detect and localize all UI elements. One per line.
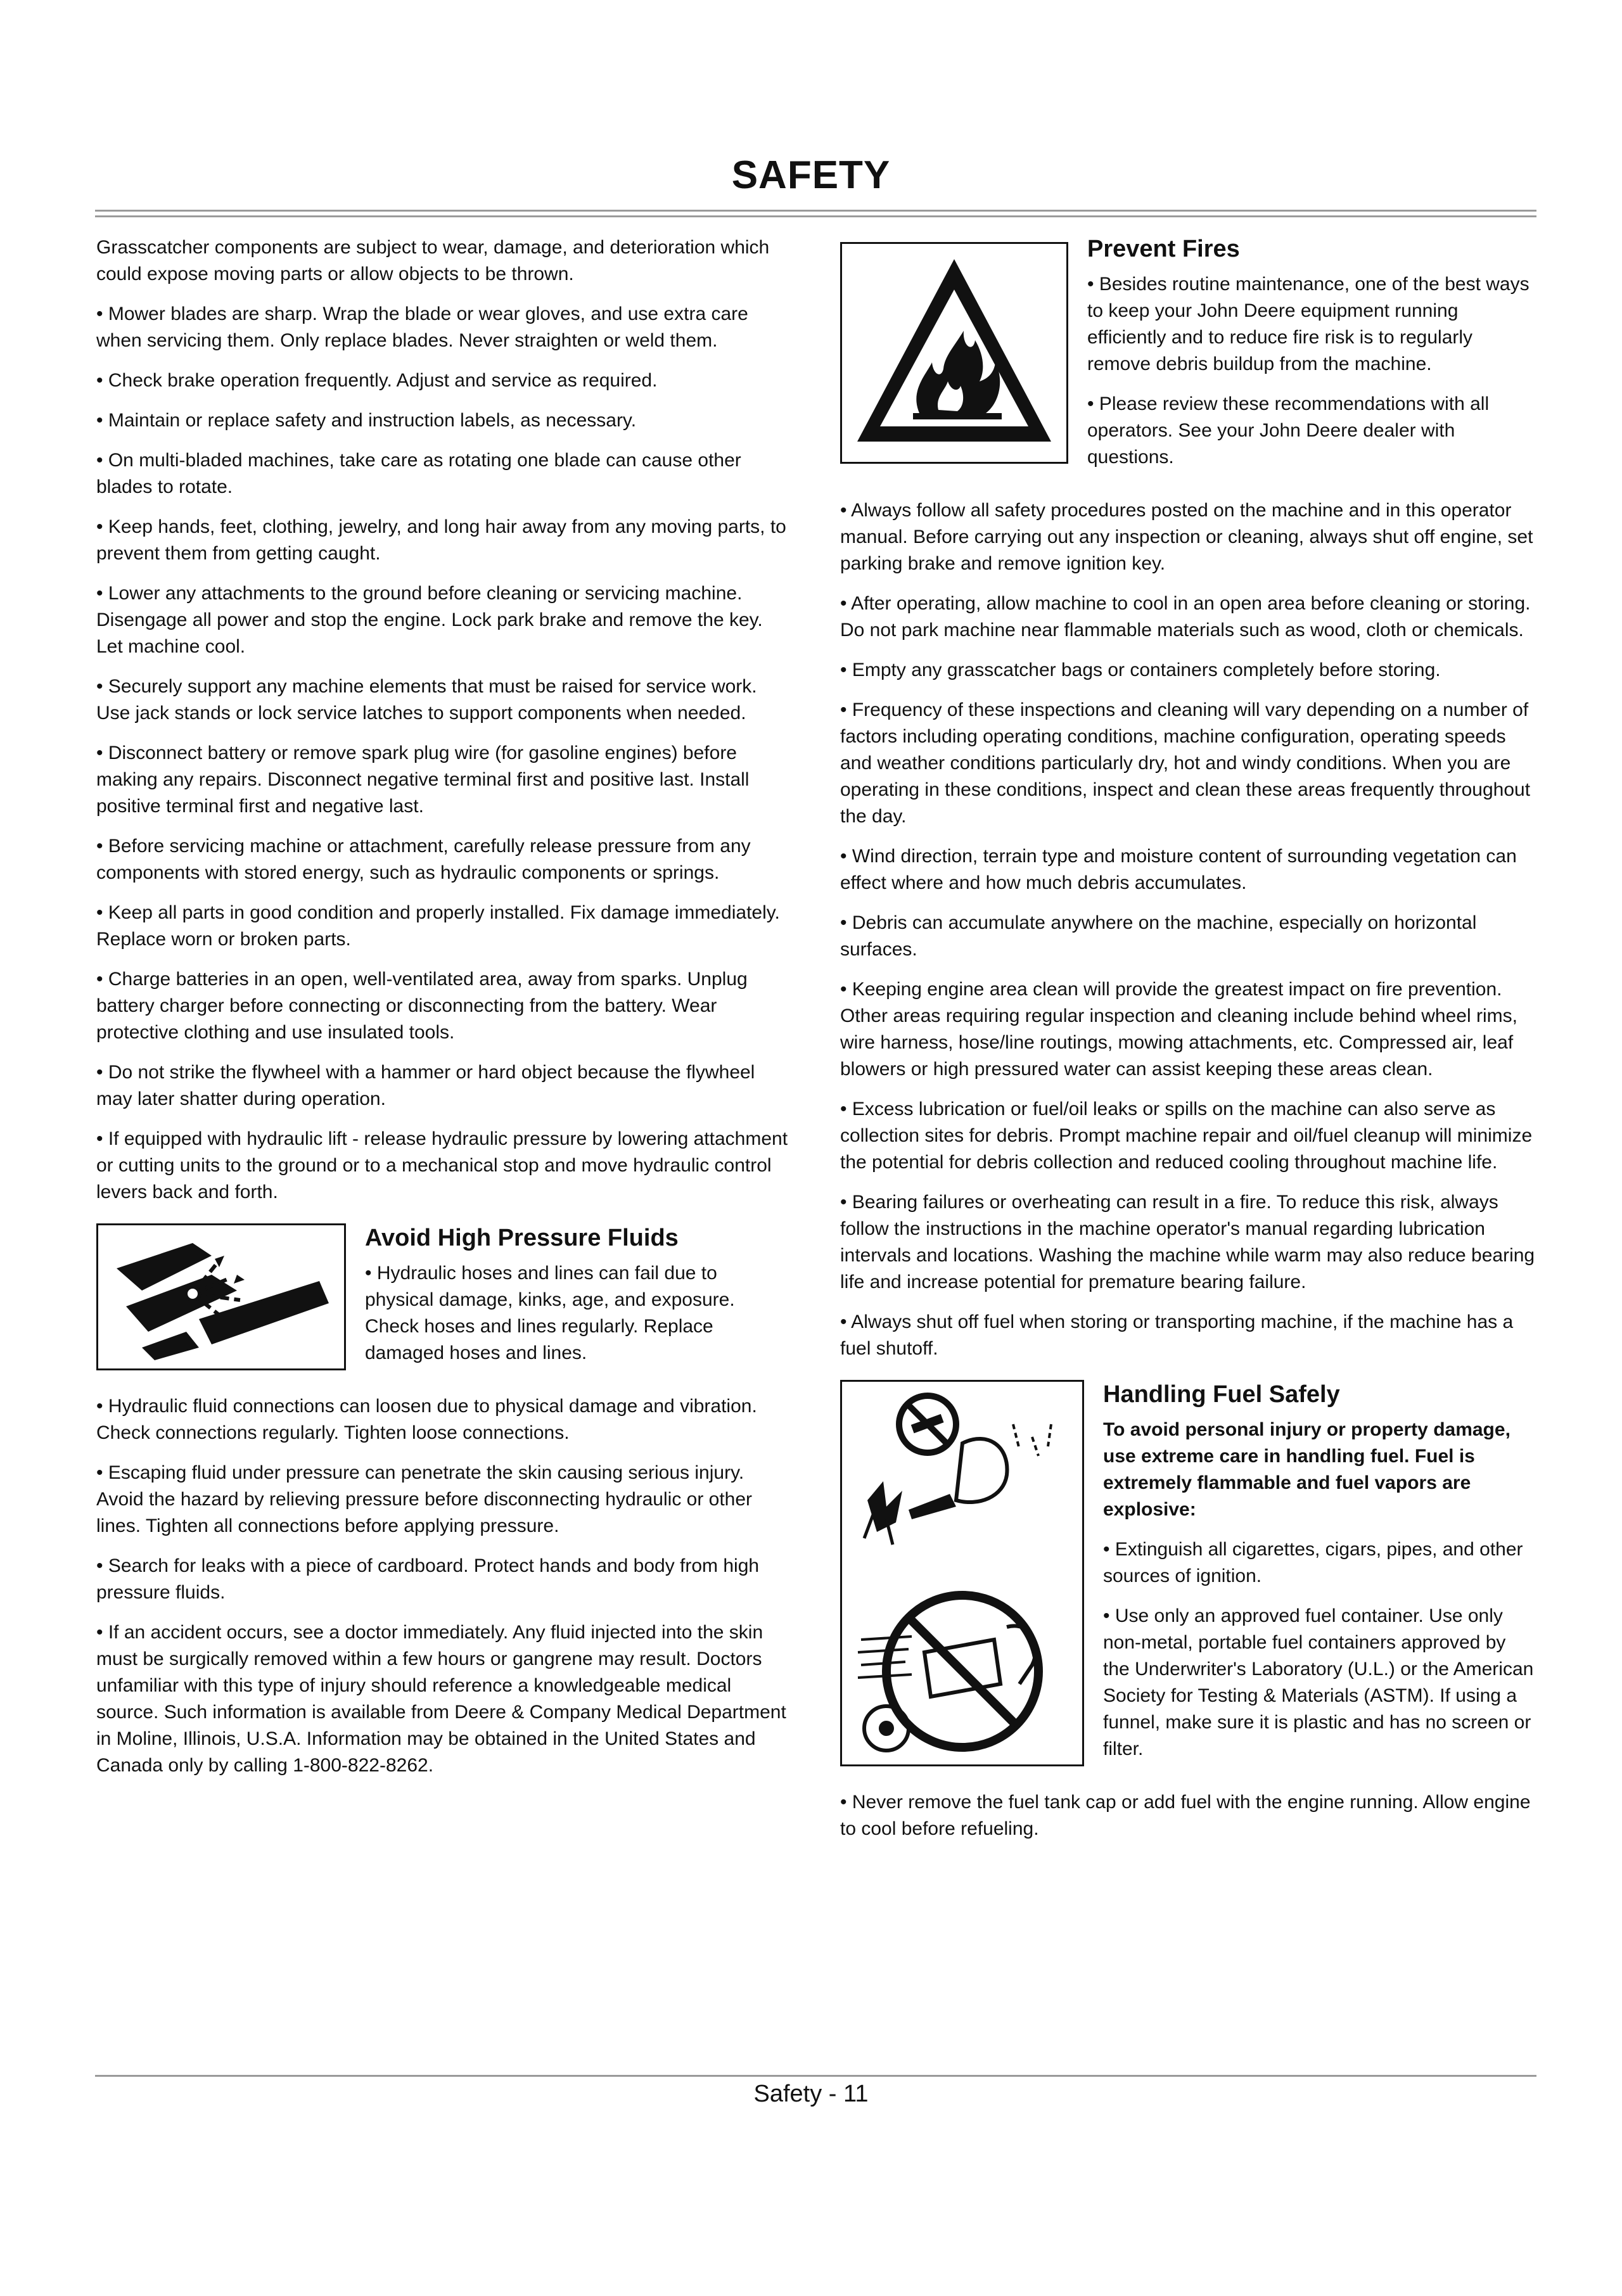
section-heading: Handling Fuel Safely: [1103, 1381, 1340, 1408]
bullet-item: • Please review these recommendations with all operators. See your John Deere dealer with questions.: [1087, 393, 1490, 468]
bullet-item: • Hydraulic fluid connections can loosen due to physical damage and vibration. Check connections regularly. Tighten loose connections.: [96, 1396, 757, 1443]
fire-warning-figure: [840, 242, 1068, 464]
right-column: [840, 234, 1536, 1856]
bullet-item: • Use only an approved fuel container. Use only non-metal, portable fuel containers approved by the Underwriter's Laboratory (U.L.) or the American Society for Testing & Materials (ASTM). If using a funnel, make sure it is plastic and has no screen or filter.: [1103, 1605, 1534, 1759]
bullet-item: • Bearing failures or overheating can result in a fire. To reduce this risk, always follow the instructions in the machine operator's manual regarding lubrication intervals and locations. Washing the machine while warm may also reduce bearing life and increase potential for premature bearing failure.: [840, 1192, 1535, 1292]
bullet-item: • Empty any grasscatcher bags or containers completely before storing.: [840, 660, 1441, 680]
bullet-item: • Keep all parts in good condition and properly installed. Fix damage immediately. Replace worn or broken parts.: [96, 902, 780, 950]
bullet-item: • Excess lubrication or fuel/oil leaks or spills on the machine can also serve as collection sites for debris. Prompt machine repair and oil/fuel cleanup will minimize the potential for debris collection and reduced cooling throughout machine life.: [840, 1099, 1533, 1173]
bullet-item: • After operating, allow machine to cool in an open area before cleaning or storing. Do not park machine near flammable materials such as wood, cloth or chemicals.: [840, 593, 1531, 641]
bullet-item: • Always shut off fuel when storing or transporting machine, if the machine has a fuel shutoff.: [840, 1311, 1514, 1359]
left-column: [96, 234, 790, 1792]
page-title: SAFETY: [731, 153, 891, 197]
bullet-item: • Keep hands, feet, clothing, jewelry, and long hair away from any moving parts, to prevent them from getting caught.: [96, 516, 786, 564]
bullet-item: • Always follow all safety procedures posted on the machine and in this operator manual. Before carrying out any inspection or cleaning, always shut off engine, set parking brake and remove ignition key.: [840, 500, 1533, 574]
bullet-item: • Frequency of these inspections and cleaning will vary depending on a number of factors including operating conditions, machine configuration, operating speeds and weather conditions particularly dry, hot and windy conditions. When you are operating in these conditions, inspect and clean these areas frequently throughout the day.: [840, 699, 1531, 827]
bullet-item: • Check brake operation frequently. Adjust and service as required.: [96, 370, 658, 391]
fuel-safety-figure: [840, 1380, 1084, 1766]
handling-fuel-section: [840, 1380, 1536, 1776]
fire-warning-icon: [850, 252, 1059, 454]
bullet-item: • Never remove the fuel tank cap or add fuel with the engine running. Allow engine to cool before refueling.: [840, 1792, 1531, 1839]
bullet-item: • Before servicing machine or attachment, carefully release pressure from any components with stored energy, such as hydraulic components or springs.: [96, 836, 751, 883]
bullet-item: • Search for leaks with a piece of cardboard. Protect hands and body from high pressure fluids.: [96, 1555, 760, 1603]
header-rule-secondary: [95, 215, 1536, 217]
footer-rule: [95, 2075, 1536, 2077]
bullet-item: • Keeping engine area clean will provide the greatest impact on fire prevention. Other areas requiring regular inspection and cleaning include behind wheel rims, wire harness, hose/line routings, mowing attachments, etc. Compressed air, leaf blowers or high pressured water can assist keeping these areas clean.: [840, 979, 1517, 1080]
bullet-item: • Hydraulic hoses and lines can fail due to physical damage, kinks, age, and exposure. Check hoses and lines regularly. Replace damaged hoses and lines.: [365, 1263, 735, 1363]
paragraph: Grasscatcher components are subject to wear, damage, and deterioration which could expose moving parts or allow objects to be thrown.: [96, 237, 770, 284]
high-pressure-fluids-section: [96, 1223, 790, 1380]
bullet-item: • Escaping fluid under pressure can penetrate the skin causing serious injury. Avoid the hazard by relieving pressure before disconnecting hydraulic or other lines. Tighten all connections before applying pressure.: [96, 1462, 753, 1536]
bullet-item: • Charge batteries in an open, well-ventilated area, away from sparks. Unplug battery charger before connecting or disconnecting from the battery. Wear protective clothing and use insulated tools.: [96, 969, 748, 1043]
bullet-item: • On multi-bladed machines, take care as rotating one blade can cause other blades to rotate.: [96, 450, 741, 497]
section-heading: Prevent Fires: [1087, 236, 1240, 262]
header-rule: [95, 210, 1536, 212]
bullet-item: • Extinguish all cigarettes, cigars, pipes, and other sources of ignition.: [1103, 1539, 1523, 1586]
bullet-item: • Besides routine maintenance, one of the best ways to keep your John Deere equipment running efficiently and to reduce fire risk is to regularly remove debris buildup from the machine.: [1087, 274, 1529, 374]
bullet-item: • If equipped with hydraulic lift - release hydraulic pressure by lowering attachment or cutting units to the ground or to a mechanical stop and move hydraulic control levers back and forth.: [96, 1128, 788, 1202]
section-heading: Avoid High Pressure Fluids: [365, 1225, 679, 1251]
bullet-item: • Do not strike the flywheel with a hammer or hard object because the flywheel may later shatter during operation.: [96, 1062, 755, 1109]
high-pressure-fluid-figure: [96, 1223, 346, 1370]
hydraulic-leak-icon: [104, 1230, 338, 1363]
page-number: Safety - 11: [753, 2081, 869, 2107]
bullet-item: • If an accident occurs, see a doctor immediately. Any fluid injected into the skin must be surgically removed within a few hours or gangrene may result. Doctors unfamiliar with this type of injury should reference a knowledgeable medical source. Such information is available from Deere & Company Medical Department in Moline, Illinois, U.S.A. Information may be obtained in the United States and Canada only by calling 1-800-822-8262.: [96, 1622, 786, 1776]
bullet-item: • Maintain or replace safety and instruction labels, as necessary.: [96, 410, 637, 431]
bullet-item: • Wind direction, terrain type and moisture content of surrounding vegetation can effect where and how much debris accumulates.: [840, 846, 1517, 893]
bullet-item: • Lower any attachments to the ground before cleaning or servicing machine. Disengage all power and stop the engine. Lock park brake and remove the key. Let machine cool.: [96, 583, 763, 657]
prevent-fires-section: [840, 234, 1536, 484]
bullet-item: • Debris can accumulate anywhere on the machine, especially on horizontal surfaces.: [840, 912, 1477, 960]
bullet-item: • Securely support any machine elements that must be raised for service work. Use jack stands or lock service latches to support components when needed.: [96, 676, 757, 724]
bullet-item: • Mower blades are sharp. Wrap the blade or wear gloves, and use extra care when servicing them. Only replace blades. Never straighten or weld them.: [96, 303, 748, 351]
bullet-item: • Disconnect battery or remove spark plug wire (for gasoline engines) before making any repairs. Disconnect negative terminal first and positive last. Install positive terminal first and negative last.: [96, 743, 750, 817]
fuel-warning-text: To avoid personal injury or property damage, use extreme care in handling fuel. Fuel is extremely flammable and fuel vapors are explosive:: [1103, 1419, 1510, 1520]
fuel-safety-icon: [848, 1386, 1076, 1760]
